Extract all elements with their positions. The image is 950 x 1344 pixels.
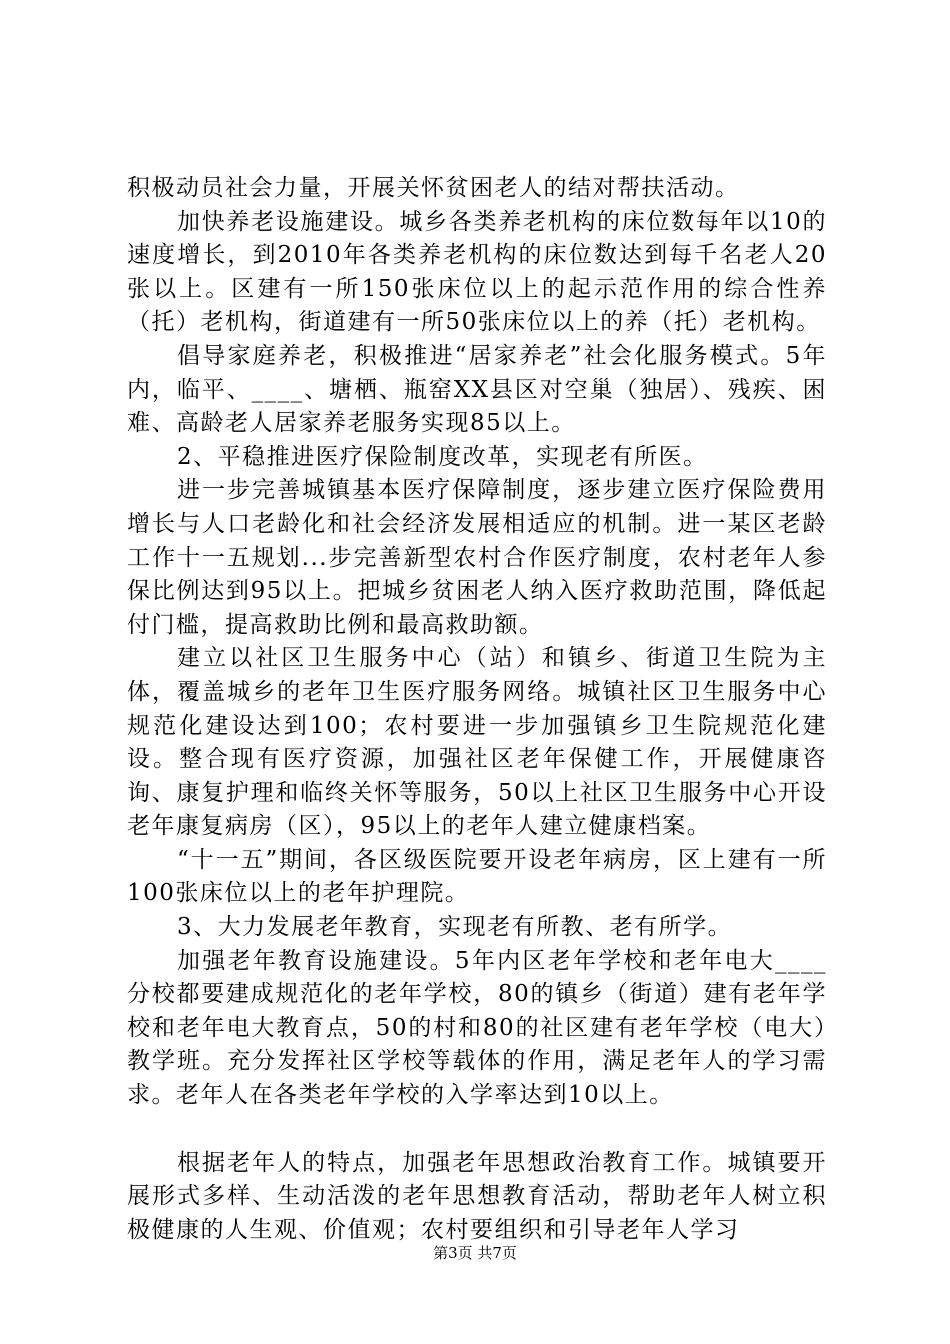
page-footer	[0, 1243, 950, 1263]
paragraph-9: 加强老年教育设施建设。5年内区老年学校和老年电大____分校都要建成规范化的老年学校，80的镇乡（街道）建有老年学校和老年电大教育点，50的村和80的社区建有老年学校（电大）教学班。充分发挥社区学校等载体的作用，满足老年人的学习需求。老年人在各类老年学校的入学率达到10以上。	[127, 947, 827, 1109]
paragraph-10: 根据老年人的特点，加强老年思想政治教育工作。城镇要开展形式多样、生动活泼的老年思想教育活动，帮助老年人树立积极健康的人生观、价值观；农村要组织和引导老年人学习	[127, 1149, 827, 1243]
page-number-label: 第3页 共7页	[433, 1244, 517, 1262]
paragraph-3: 倡导家庭养老，积极推进“居家养老”社会化服务模式。5年内，临平、____、塘栖、瓶窑XX县区对空巢（独居）、残疾、困难、高龄老人居家养老服务实现85以上。	[127, 342, 827, 437]
paragraph-6: 建立以社区卫生服务中心（站）和镇乡、街道卫生院为主体，覆盖城乡的老年卫生医疗服务网络。城镇社区卫生服务中心规范化建设达到100；农村要进一步加强镇乡卫生院规范化建设。整合现有医疗资源，加强社区老年保健工作，开展健康咨询、康复护理和临终关怀等服务，50以上社区卫生服务中心开设老年康复病房（区），95以上的老年人建立健康档案。	[127, 645, 827, 840]
section-heading-2: 2、平稳推进医疗保险制度改革，实现老有所医。	[177, 443, 708, 470]
section-heading-3: 3、大力发展老年教育，实现老有所教、老有所学。	[177, 914, 733, 941]
body-text	[127, 172, 827, 1247]
paragraph-1: 积极动员社会力量，开展关怀贫困老人的结对帮扶活动。	[127, 175, 740, 201]
paragraph-2: 加快养老设施建设。城乡各类养老机构的床位数每年以10的速度增长，到2010年各类养老机构的床位数达到每千名老人20张以上。区建有一所150张床位以上的起示范作用的综合性养（托）老机构，街道建有一所50张床位以上的养（托）老机构。	[127, 208, 827, 336]
paragraph-5: 进一步完善城镇基本医疗保障制度，逐步建立医疗保险费用增长与人口老龄化和社会经济发展相适应的机制。进一某区老龄工作十一五规划...步完善新型农村合作医疗制度，农村老年人参保比例达到95以上。把城乡贫困老人纳入医疗救助范围，降低起付门槛，提高救助比例和最高救助额。	[127, 477, 827, 638]
paragraph-7: “十一五”期间，各区级医院要开设老年病房，区上建有一所100张床位以上的老年护理院。	[127, 846, 827, 907]
